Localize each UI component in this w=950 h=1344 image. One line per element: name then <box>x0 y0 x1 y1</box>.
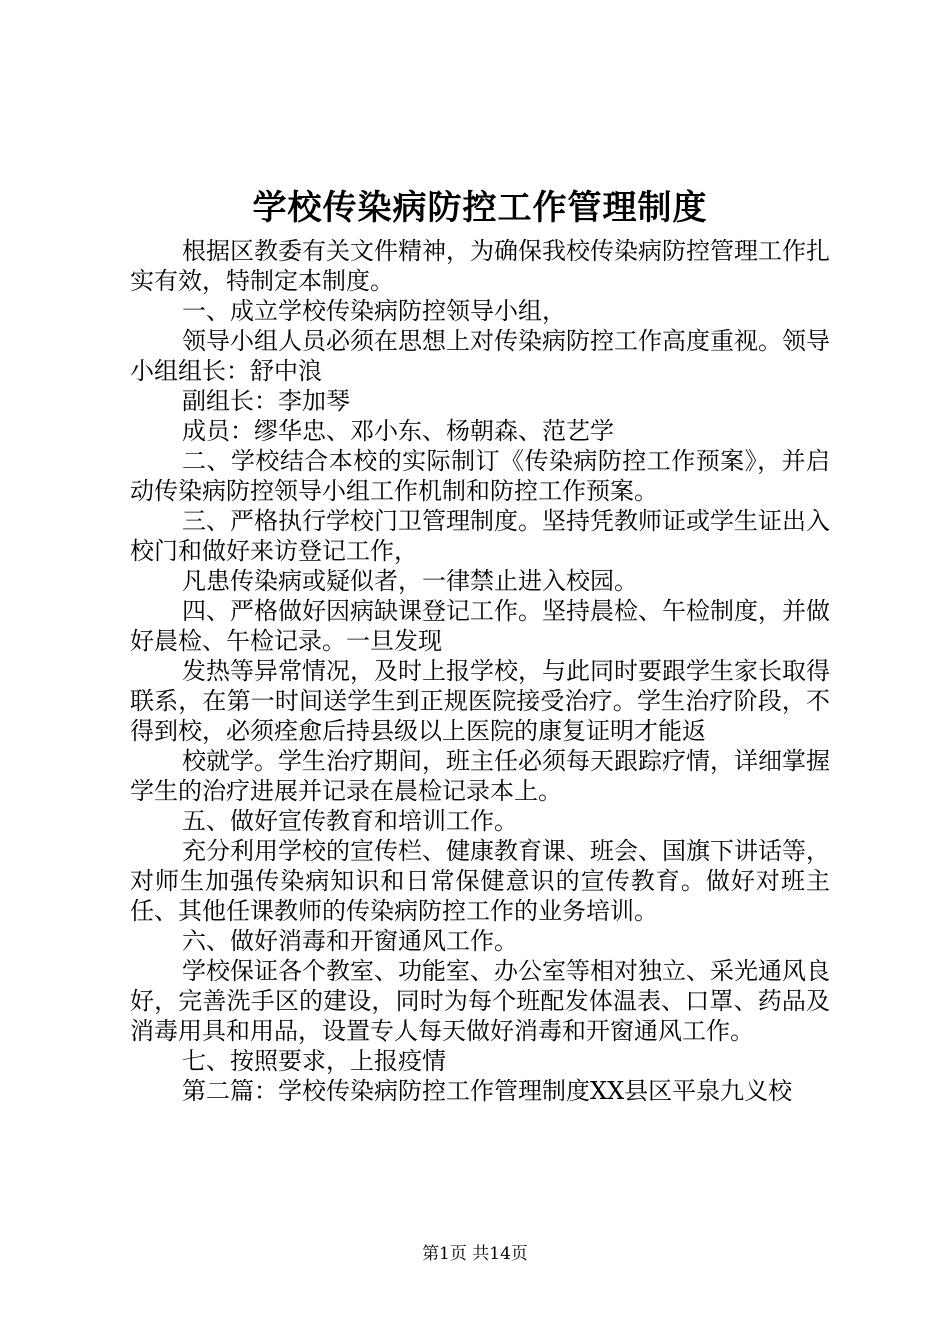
paragraph: 七、按照要求，上报疫情 <box>182 1047 446 1075</box>
paragraph: 五、做好宣传教育和培训工作。 <box>182 807 518 835</box>
paragraph: 根据区教委有关文件精神，为确保我校传染病防控管理工作扎实有效，特制定本制度。 <box>130 237 830 295</box>
paragraph: 第二篇：学校传染病防控工作管理制度XX县区平泉九义校 <box>182 1077 793 1105</box>
document-page <box>130 178 830 1106</box>
paragraph: 六、做好消毒和开窗通风工作。 <box>182 927 518 955</box>
paragraph: 四、严格做好因病缺课登记工作。坚持晨检、午检制度，并做好晨检、午检记录。一旦发现 <box>130 597 830 655</box>
paragraph: 副组长：李加琴 <box>182 387 350 415</box>
document-body <box>130 236 830 1106</box>
paragraph: 充分利用学校的宣传栏、健康教育课、班会、国旗下讲话等，对师生加强传染病知识和日常保健意识的宣传教育。做好对班主任、其他任课教师的传染病防控工作的业务培训。 <box>130 837 830 925</box>
document-title: 学校传染病防控工作管理制度 <box>252 188 708 228</box>
paragraph: 成员：缪华忠、邓小东、杨朝森、范艺学 <box>182 417 614 445</box>
page-footer: 第1页 共14页 <box>422 1244 528 1264</box>
paragraph: 凡患传染病或疑似者，一律禁止进入校园。 <box>182 567 638 595</box>
paragraph: 发热等异常情况，及时上报学校，与此同时要跟学生家长取得联系，在第一时间送学生到正规医院接受治疗。学生治疗阶段，不得到校，必须痊愈后持县级以上医院的康复证明才能返 <box>130 657 830 745</box>
paragraph: 三、严格执行学校门卫管理制度。坚持凭教师证或学生证出入校门和做好来访登记工作， <box>130 507 830 565</box>
paragraph: 领导小组人员必须在思想上对传染病防控工作高度重视。领导小组组长：舒中浪 <box>130 327 830 385</box>
paragraph: 二、学校结合本校的实际制订《传染病防控工作预案》，并启动传染病防控领导小组工作机制和防控工作预案。 <box>130 447 830 505</box>
paragraph: 一、成立学校传染病防控领导小组， <box>182 297 566 325</box>
paragraph: 校就学。学生治疗期间，班主任必须每天跟踪疗情，详细掌握学生的治疗进展并记录在晨检记录本上。 <box>130 747 830 805</box>
paragraph: 学校保证各个教室、功能室、办公室等相对独立、采光通风良好，完善洗手区的建设，同时为每个班配发体温表、口罩、药品及消毒用具和用品，设置专人每天做好消毒和开窗通风工作。 <box>130 957 830 1045</box>
